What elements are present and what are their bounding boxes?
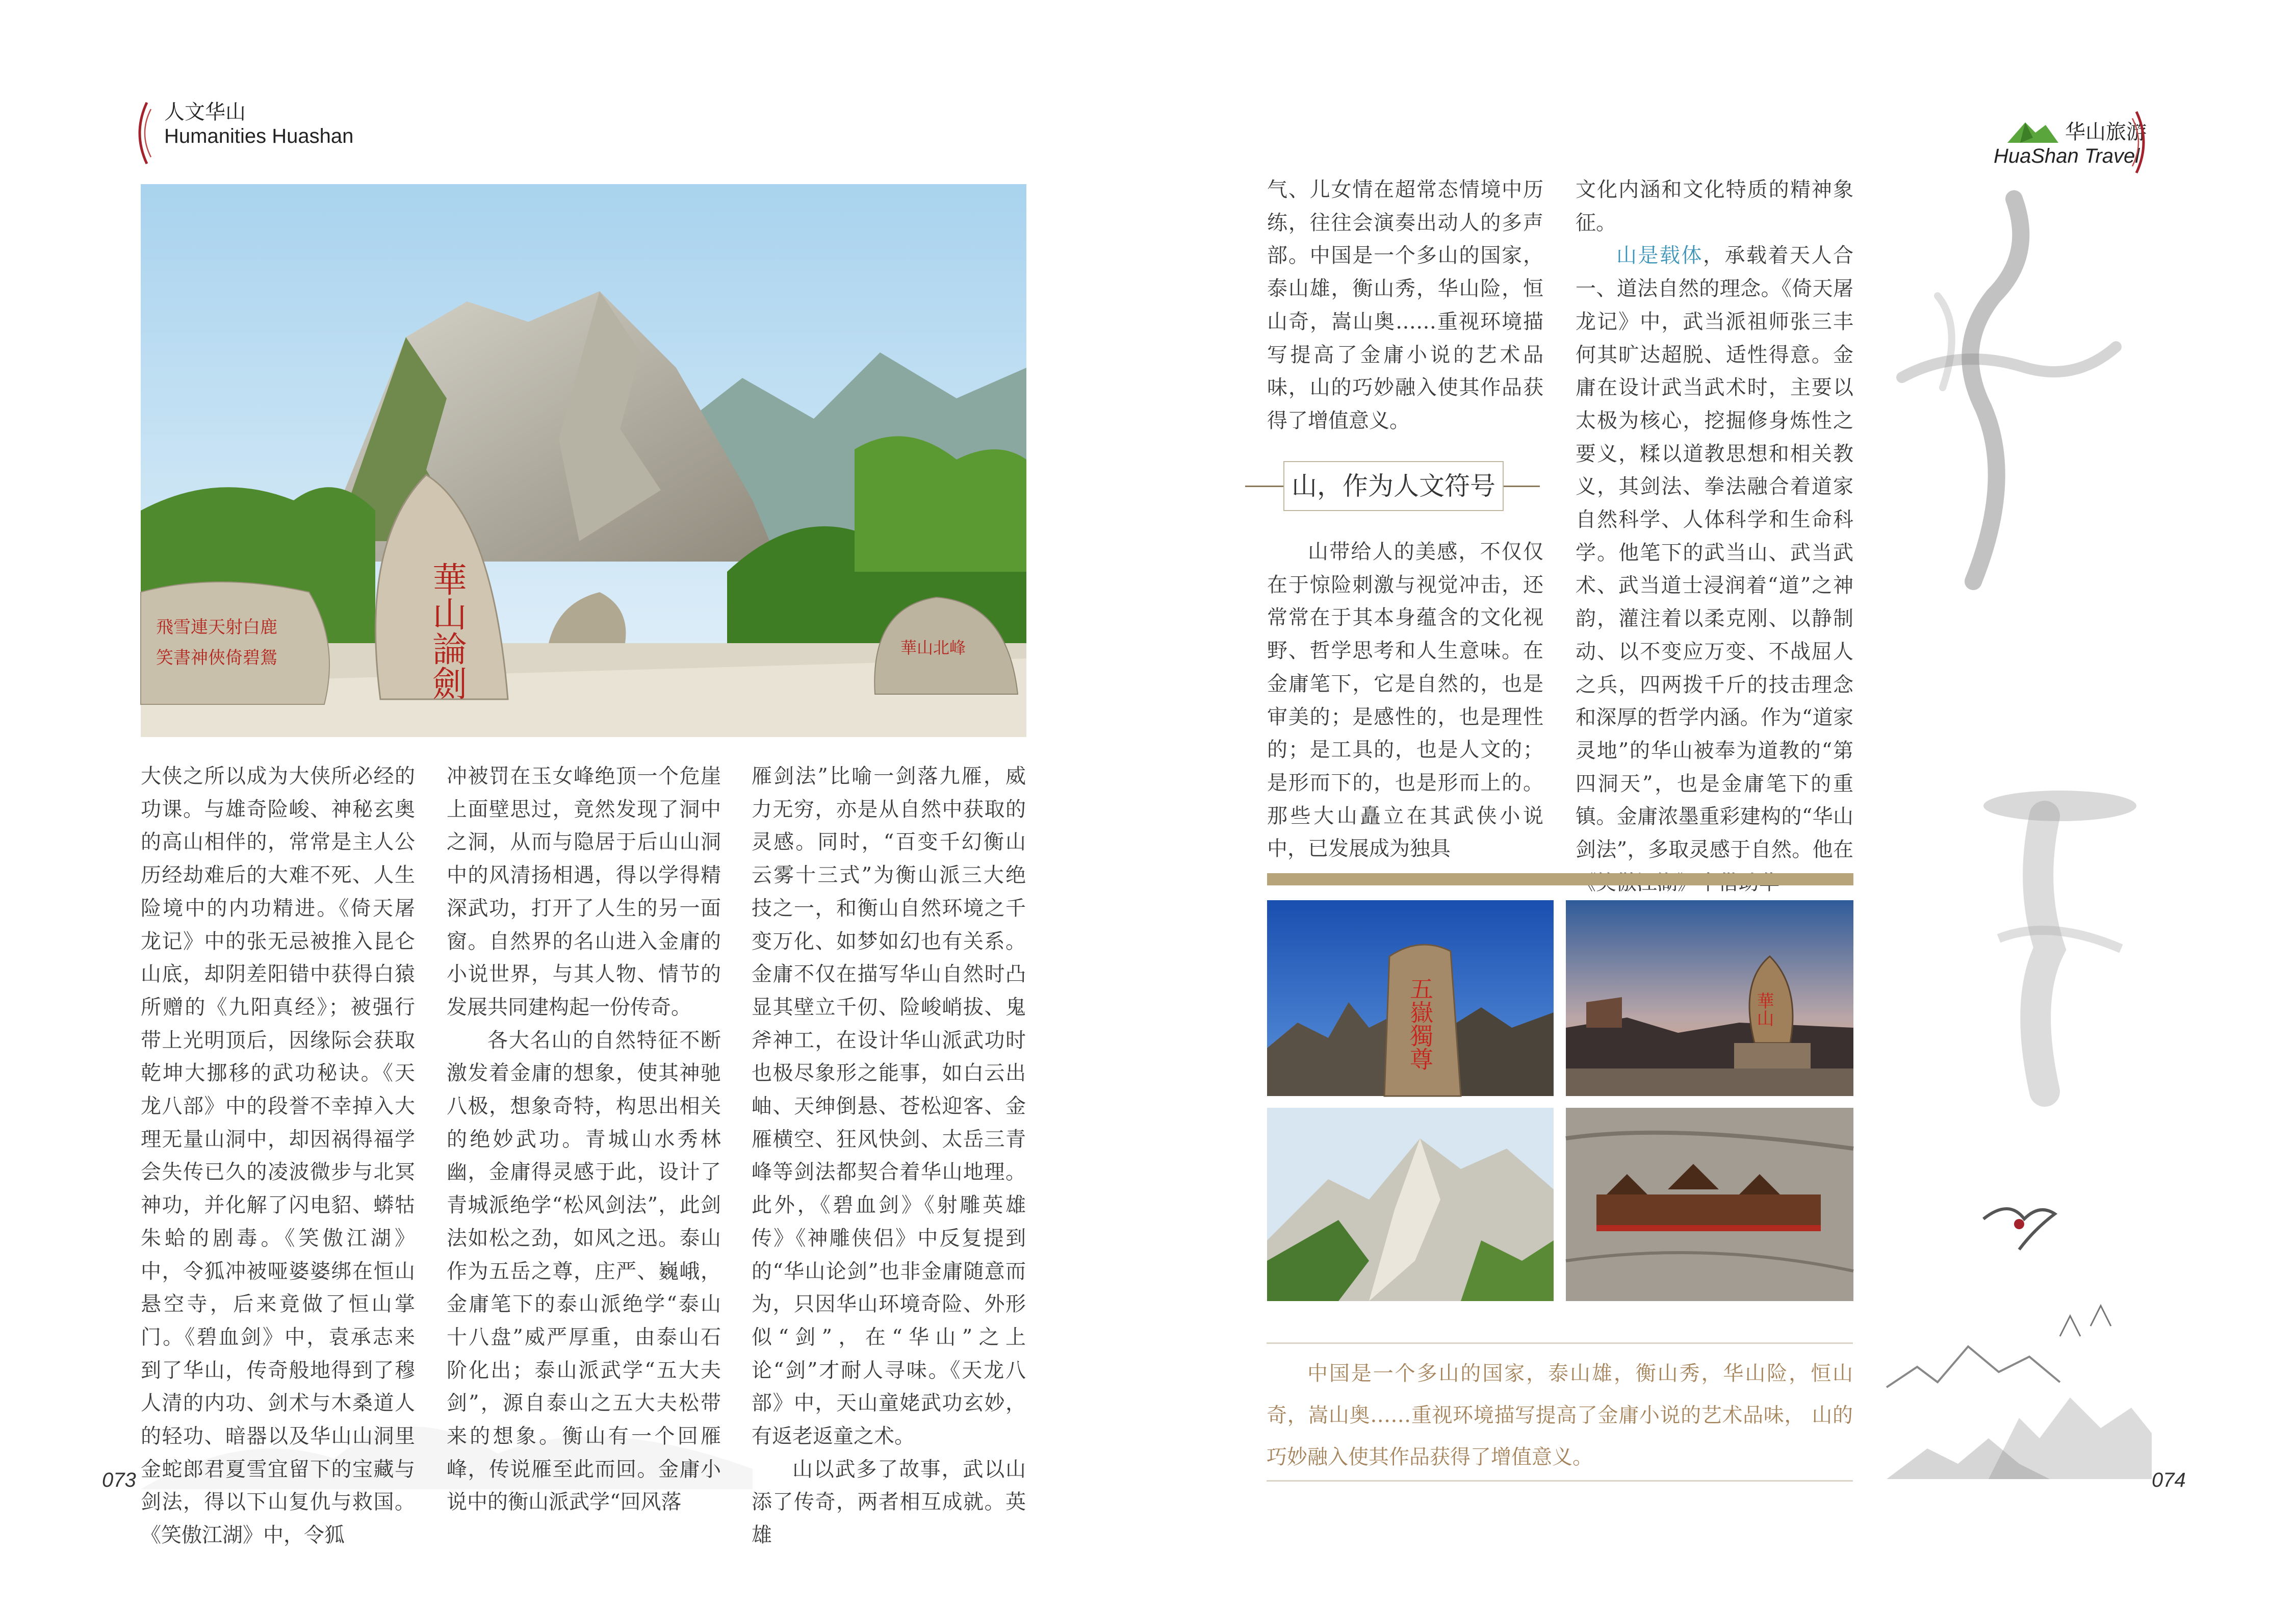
section-heading (1245, 461, 1540, 512)
left-col2-paragraph-2: 各大名山的自然特征不断激发着金庸的想象，使其神驰八极，想象奇特，构思出相关的绝妙武功。青城山水秀林幽，金庸得灵感于此，设计了青城派绝学“松风剑法”，此剑法如松之劲，如风之迅。泰山作为五岳之尊，庄严、巍峨，金庸笔下的泰山派绝学“泰山十八盘”威严厚重，由泰山石阶化出；泰山派武学“五大夫剑”，源自泰山之五大夫松带来的想象。衡山有一个回雁峰，传说雁至此而回。金庸小说中的衡山派武学“回风落 (447, 1028, 721, 1514)
gold-divider-bar (1267, 873, 1853, 885)
photo-caption: 中国是一个多山的国家，泰山雄，衡山秀，华山险，恒山奇，嵩山奥……重视环境描写提高了金庸小说的艺术品味， 山的巧妙融入使其作品获得了增值意义。 (1267, 1362, 1853, 1469)
right-col-b-paragraph-2-text: ，承载着天人合一、道法自然的理念。《倚天屠龙记》中，武当派祖师张三丰何其旷达超脱、适性得意。金庸在设计武当武术时，主要以太极为核心，挖掘修身炼性之要义，糅以道教思想和相关教义，其剑法、拳法融合着道家自然科学、人体科学和生命科学。他笔下的武当山、武当武术、武当道士浸润着“道”之神韵，灌注着以柔克刚、以静制动、以不变应万变、不战屈人之兵，四两拨千斤的技击理念和深厚的哲学内涵。作为“道家灵地”的华山被奉为道教的“第四洞天”，也是金庸笔下的重镇。金庸浓墨重彩建构的“华山剑法”，多取灵感于自然。他在 (1576, 244, 1853, 862)
left-col2-paragraph-1: 冲被罚在玉女峰绝顶一个危崖上面壁思过，竟然发现了洞中之洞，从而与隐居于后山山洞中的风清扬相遇，得以学得精深武功，打开了人生的另一面窗。自然界的名山进入金庸的小说世界，与其人物、情节的发展共同建构起一份传奇。 (447, 765, 721, 1019)
right-col-a-paragraph-bottom: 山带给人的美感，不仅仅在于惊险刺激与视觉冲击，还常常在于其本身蕴含的文化视野、哲学思考和人生意味。在金庸笔下，它是自然的，也是审美的；是感性的，也是理性的；是工具的，也是人文的；是形而下的，也是形而上的。那些大山矗立在其武侠小说中，已发展成为独具 (1267, 540, 1543, 861)
right-column-b (1576, 173, 1853, 862)
caption-top-rule (1267, 1342, 1853, 1344)
photo-huashan-dusk (1566, 900, 1853, 1096)
left-col1-paragraph: 大侠之所以成为大侠所必经的功课。与雄奇险峻、神秘玄奥的高山相伴的，常常是主人公历经劫难后的大难不死、人生险境中的内功精进。《倚天屠龙记》中的张无忌被推入昆仑山底，却阴差阳错中获得白猿所赠的《九阳真经》；被强行带上光明顶后，因缘际会获取乾坤大挪移的武功秘诀。《天龙八部》中的段誉不幸掉入大理无量山洞中，却因祸得福学会失传已久的凌波微步与北冥神功，并化解了闪电貂、蟒牯朱蛤的剧毒。《笑傲江湖》中，令狐冲被哑婆婆绑在恒山悬空寺，后来竟做了恒山掌门。《碧血剑》中，袁承志来到了华山，传奇般地得到了穆人清的内功、剑术与木桑道人的轻功、暗器以及华山山洞里金蛇郎君夏雪宜留下的宝藏与剑法，得以下山复仇与救国。《笑傲江湖》中，令狐 (141, 765, 415, 1547)
small-stone-text: 華山北峰 (900, 638, 966, 657)
photo1-inscription: 五嶽獨尊 (1406, 977, 1434, 1071)
left-col3-paragraph-1: 雁剑法”比喻一剑落九雁，威力无穷，亦是从自然中获取的灵感。同时，“百变千幻衡山云雾十三式”为衡山派三大绝技之一，和衡山自然环境之千变万化、如梦如幻也有关系。金庸不仅在描写华山自然时凸显其壁立千仞、险峻峭拔、鬼斧神工，在设计华山派武功时也极尽象形之能事，如白云出岫、天绅倒悬、苍松迎客、金雁横空、狂风快剑、太岳三青峰等剑法都契合着华山地理。此外，《碧血剑》《射雕英雄传》《神雕侠侣》中反复提到的“华山论剑”也非金庸随意而为，只因华山环境奇险、外形似“剑”，在“华山”之上论“剑”才耐人寻味。《天龙八部》中，天山童姥武功玄妙，有返老返童之术。 (752, 765, 1026, 1448)
page-number-left: 073 (102, 1469, 136, 1491)
right-header-title-zh: 华山旅游 (2065, 120, 2147, 144)
photo-taishan-wuyue (1267, 900, 1554, 1096)
left-header-title-en: Humanities Huashan (164, 125, 354, 147)
left-stone-line-1: 飛雪連天射白鹿 (156, 617, 277, 638)
ink-landscape-icon (1887, 1265, 2152, 1479)
right-col-a-paragraph-top: 气、儿女情在超常态情境中历练，往往会演奏出动人的多声部。中国是一个多山的国家，泰山雄，衡山秀，华山险，恒山奇，嵩山奥……重视环境描写提高了金庸小说的艺术品味，山的巧妙融入使其作品获得了增值意义。 (1267, 178, 1543, 433)
huashan-logo-icon (2005, 117, 2061, 148)
photo-hanging-temple (1566, 1108, 1853, 1301)
ink-bird-icon (1978, 1188, 2060, 1270)
main-photo-huashan-lunjian (141, 184, 1026, 737)
left-col3-paragraph-2: 山以武多了故事，武以山添了传奇，两者相互成就。英雄 (752, 1457, 1026, 1547)
right-header-title-en: HuaShan Travel (1994, 145, 2140, 167)
photo2-inscription: 華山 (1753, 992, 1774, 1027)
page-number-right: 074 (2152, 1469, 2186, 1491)
left-header-title-zh: 人文华山 (164, 100, 246, 124)
header-arc-right-icon (2131, 109, 2152, 175)
ink-swordsman-icon (1968, 785, 2152, 1102)
accent-phrase: 山是载体 (1616, 244, 1703, 268)
stone-inscription-lunjian: 華山論劍 (426, 562, 467, 700)
caption-bottom-rule (1267, 1480, 1853, 1482)
section-heading-title: 山，作为人文符号 (1283, 461, 1504, 511)
left-header (164, 100, 353, 148)
ink-wash-decoration-icon (141, 1336, 753, 1489)
left-stone-line-2: 笑書神俠倚碧鴛 (156, 648, 277, 668)
left-text-column-3 (752, 760, 1026, 1547)
header-arc-icon (132, 100, 152, 166)
right-column-a-top (1267, 173, 1543, 439)
ink-calligraphy-figure-icon (1881, 194, 2136, 592)
heading-rule-left (1245, 486, 1283, 487)
right-col-b-paragraph-2 (1576, 239, 1853, 899)
photo-huashan-ridge (1267, 1108, 1554, 1301)
heading-rule-right (1502, 486, 1540, 487)
right-col-b-paragraph-1: 文化内涵和文化特质的精神象征。 (1576, 178, 1853, 235)
right-column-a-bottom (1267, 536, 1543, 861)
